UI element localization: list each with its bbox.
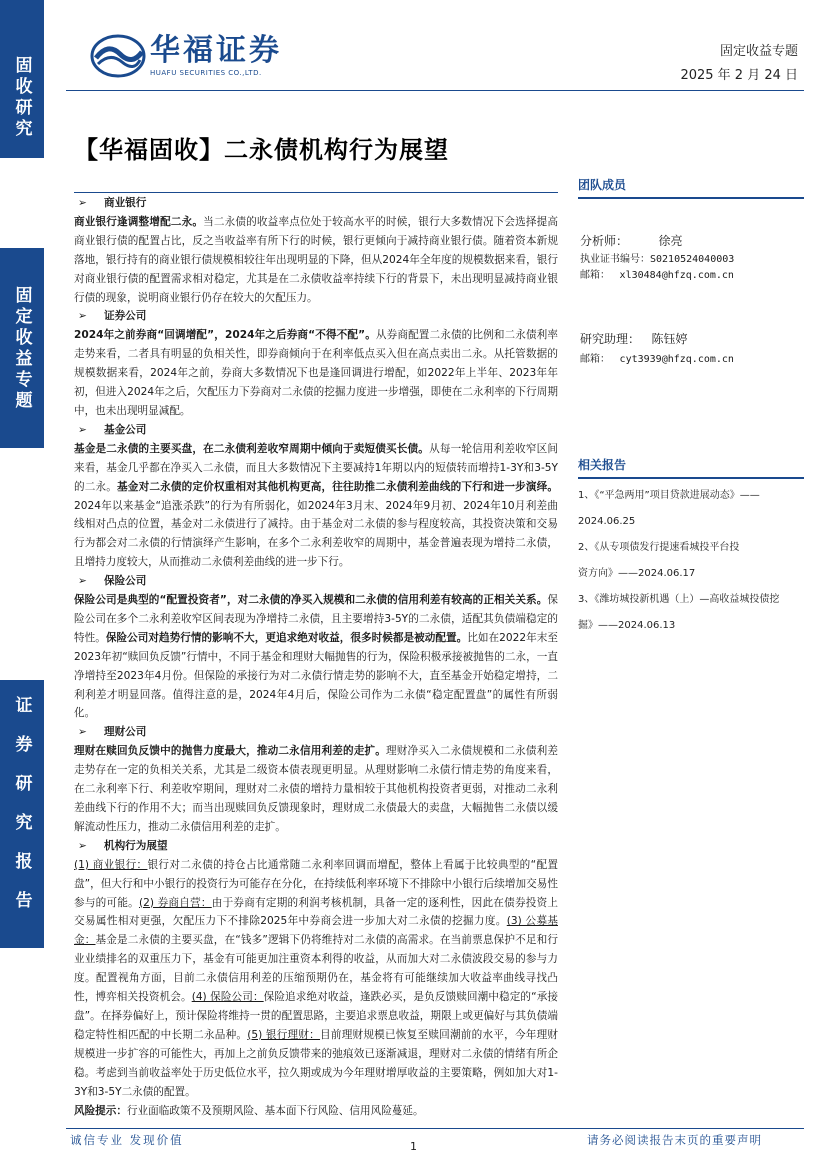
side-tab-fixed-income-research bbox=[0, 0, 44, 158]
section-heading-broker: ➢ 证券公司 bbox=[78, 310, 147, 323]
side-tab-securities-report bbox=[0, 680, 44, 948]
side-tab-label: 固收研究 bbox=[11, 56, 32, 140]
section-bank-text: 商业银行逢调整增配二永。当二永债的收益率点位处于较高水平的时候，银行大多数情况下会选择提高商业银行债的配置占比，反之当收益率有所下行的时候，银行更倾向于减持商业银行债。随着资本新规落地，银行持有的商业银行债规模相较往年出现明显的下降，但从2024年全年度的规模数据来看，银行对商业银行债的配置需求相对稳定，尤其是在二永债收益率持续下行的背景下，未出现明显减持商业银行债的现象，说明商业银行仍存在较大的欠配压力。 bbox=[74, 215, 559, 304]
side-tab-label: 固定收益专题 bbox=[11, 286, 32, 412]
related-report-line[interactable]: 2024.06.25 bbox=[578, 516, 636, 527]
section-heading-bank: ➢ 商业银行 bbox=[78, 197, 147, 209]
report-header-info bbox=[680, 40, 798, 88]
report-date: 2025 年 2 月 24 日 bbox=[680, 68, 798, 83]
section-heading-insurance: ➢ 保险公司 bbox=[78, 575, 147, 588]
related-report-line[interactable]: 掘》——2024.06.13 bbox=[578, 620, 676, 631]
related-reports-title: 相关报告 bbox=[578, 456, 804, 479]
related-report-line[interactable]: 资方向》——2024.06.17 bbox=[578, 568, 696, 579]
header-divider bbox=[66, 90, 804, 91]
analyst-name: 徐亮 bbox=[658, 234, 683, 248]
team-members-panel bbox=[578, 176, 804, 199]
report-category: 固定收益专题 bbox=[719, 44, 798, 59]
logo-name-cn: 华福证券 bbox=[150, 33, 282, 68]
section-broker-text: 2024年之前券商“回调增配”，2024年之后券商“不得不配”。从券商配置二永债的比例和二永债利率走势来看，二者具有明显的负相关性，即券商倾向于在利率低点买入但在高点卖出二永。从托管数据的规模数据来看，2024年之前，券商大多数情况下也是逢回调进行增配，如2022年上半年、2023年年初，但进入2024年之后，欠配压力下券商对二永债的挖掘力度进一步增强，即使在二永利率的下行周期中，也未出现明显减配。 bbox=[74, 329, 558, 417]
section-fund-text: 基金是二永债的主要买盘，在二永债利差收窄周期中倾向于卖短债买长债。从每一轮信用利差收窄区间来看，基金几乎都在净买入二永债，而且大多数情况下主要减持1年期以内的短债转而增持1-3Y和3-5Y的二永。基金对二永债的定价权重相对其他机构更高，往往助推二永债利差曲线的下行和进一步演绎。2024年以来基金“追涨杀跌”的行为有所弱化，如2024年3月末、2024年9月初、2024年10月利差曲线相对凸点的位置，基金对二永债进行了减持。由于基金对二永债的参与程度较高，其投资决策和交易行为都会对二永债的行情演绎产生影响，在多个二永利差收窄的周期中，基金普遍表现为增持二永债，且增持力度较大，从而推动二永债利差曲线的进一步下行。 bbox=[74, 442, 559, 569]
huafu-logo-icon bbox=[90, 34, 146, 78]
side-tab-fixed-income-topic bbox=[0, 248, 44, 448]
section-heading-fund: ➢ 基金公司 bbox=[78, 423, 147, 436]
section-outlook-text: (1) 商业银行：银行对二永债的持仓占比通常随二永利率回调而增配，整体上看属于比较典型的“配置盘”，但大行和中小银行的投资行为可能存在分化，在持续低利率环境下不排除中小银行后续增加交易性参与的可能。(2) 券商自营：由于券商有定期的利润考核机制，具备一定的逐利性，因此在债券投资上交易属性相对更强，欠配压力下不排除2025年中券商会进一步加大对二永债的挖掘力度。(3) 公募基金：基金是二永债的主要买盘，在“钱多”逻辑下仍将维持对二永债的高需求。在当前票息保护不足和行业业绩排名的双重压力下，基金有可能更加注重资本利得的收益，从而加大对二永债波段交易的参与力度。配置视角方面，目前二永债信用利差的压缩预期仍在，基金将有可能继续加大收益率曲线寻找凸性，博弈相关投资机会。(4) 保险公司：保险追求绝对收益，逢跌必买，是负反馈赎回潮中稳定的“承接盘”。在择券偏好上，预计保险将维持一贯的配置思路，主要追求票息收益，期限上或更偏好与其负债端稳定特性相匹配的中长期二永品种。(5) 银行理财：目前理财规模已恢复至赎回潮前的水平，今年理财规模进一步扩容的可能性大，再加上之前负反馈带来的弛痕效已逐渐减退，理财对二永债的情绪有所企稳。考虑到当前收益率处于历史低位水平，拉久期或成为今年理财增厚收益的主要策略，例如加大对1-3Y和3-5Y二永债的配置。 bbox=[74, 858, 559, 1098]
section-heading-outlook: ➢ 机构行为展望 bbox=[78, 839, 168, 852]
risk-warning: 风险提示：行业面临政策不及预期风险、基本面下行风险、信用风险蔓延。 bbox=[74, 1104, 424, 1117]
company-logo bbox=[90, 34, 282, 78]
section-wealth-text: 理财在赎回负反馈中的抛售力度最大，推动二永信用利差的走扩。理财净买入二永债规模和二永债利差走势存在一定的负相关关系，尤其是二级资本债表现更明显。从理财影响二永债行情走势的角度来看，在二永利率下行、利差收窄期间，理财对二永债的增持力量相较于其他机构投资者更弱，对推动二永利差曲线下行的作用不大；而当出现赎回负反馈现象时，理财成二永债最大的卖盘，大幅抛售二永债以缓解流动性压力，推动二永债信用利差的走扩。 bbox=[74, 745, 558, 833]
footer-slogan: 诚信专业 发现价值 bbox=[70, 1133, 184, 1147]
related-report-line[interactable]: 3、《潍坊城投新机遇（上）—高收益城投债挖 bbox=[578, 594, 780, 605]
cert-number: S0210524040003 bbox=[650, 254, 735, 265]
assistant-row: 研究助理： 陈钰婷 bbox=[580, 332, 688, 346]
related-reports-panel bbox=[578, 456, 804, 639]
body-top-divider bbox=[74, 192, 558, 193]
assistant-email-row: 邮箱： cyt3939@hfzq.com.cn bbox=[580, 354, 734, 365]
section-insurance-text: 保险公司是典型的“配置投资者”，对二永债的净买入规模和二永债的信用利差有较高的正相关关系。保险公司在多个二永利差收窄区间表现为净增持二永债，且主要增持3-5Y的二永债，适配其负债端稳定的特性。保险公司对趋势行情的影响不大，更追求绝对收益，很多时候都是被动配置。比如在2022年末至2023年初“赎回负反馈”行情中，不同于基金和理财大幅抛售的行为，保险积极承接被抛售的二永，一直净增持至2023年4月份。但保险的承接行为对二永债行情走势的影响不大，直至基金开始稳定增持，二利利差才明显回落。值得注意的是，2024年4月后，保险公司作为二永债“稳定配置盘”的属性有所弱化。 bbox=[74, 594, 558, 720]
report-body bbox=[74, 191, 558, 1120]
assistant-name: 陈钰婷 bbox=[651, 332, 688, 346]
section-heading-wealth: ➢ 理财公司 bbox=[78, 726, 147, 739]
analyst-email-link[interactable]: xl30484@hfzq.com.cn bbox=[619, 270, 734, 281]
cert-row: 执业证书编号：S0210524040003 bbox=[580, 254, 735, 265]
footer-disclaimer: 请务必阅读报告末页的重要声明 bbox=[587, 1133, 762, 1147]
analyst-email-row: 邮箱： xl30484@hfzq.com.cn bbox=[580, 270, 734, 281]
related-report-line[interactable]: 1、《“平急两用”项目贷款进展动态》—— bbox=[578, 490, 760, 501]
side-tab-label: 证券研究报告 bbox=[11, 696, 32, 930]
assistant-email-link[interactable]: cyt3939@hfzq.com.cn bbox=[619, 354, 734, 365]
report-title: 【华福固收】二永债机构行为展望 bbox=[74, 136, 449, 164]
logo-name-en: HUAFU SECURITIES CO.,LTD. bbox=[150, 69, 262, 77]
page-number: 1 bbox=[410, 1140, 417, 1153]
analyst-row: 分析师： 徐亮 bbox=[580, 234, 683, 248]
related-report-line[interactable]: 2、《从专项债发行提速看城投平台投 bbox=[578, 542, 740, 553]
team-members-title: 团队成员 bbox=[578, 176, 804, 199]
footer-divider bbox=[66, 1128, 804, 1129]
